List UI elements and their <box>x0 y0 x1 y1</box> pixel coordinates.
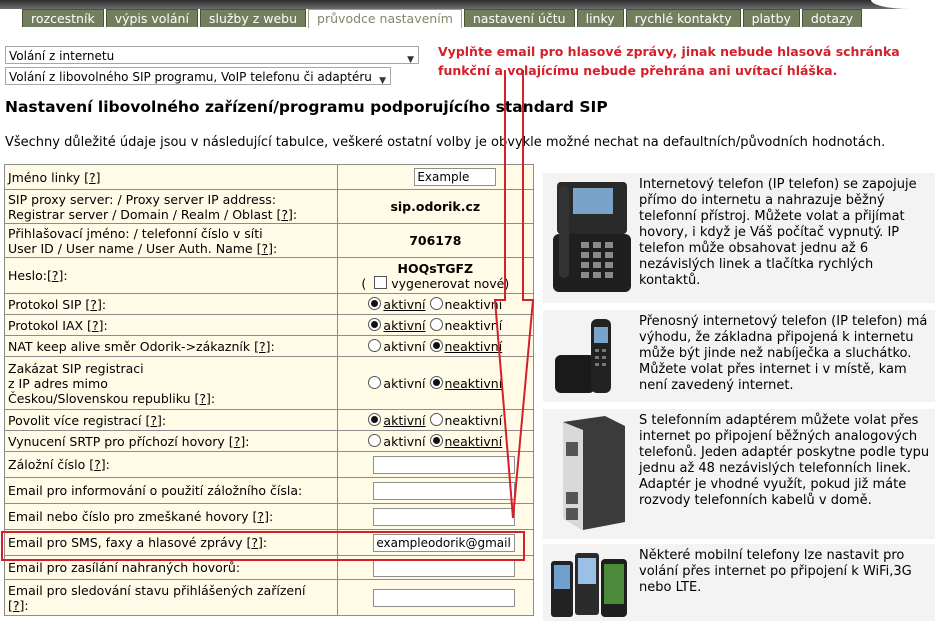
radio-circle-icon <box>430 297 443 310</box>
backup-number-input[interactable] <box>373 456 515 474</box>
row-srtp: Vynucení SRTP pro příchozí hovory [?]: aktivní neaktivní <box>5 431 534 452</box>
row-nat: NAT keep alive směr Odorik->zákazník [?]: aktivní neaktivní <box>5 336 534 357</box>
row-iax-protocol: Protokol IAX [?]: aktivní neaktivní <box>5 315 534 336</box>
help-link[interactable]: ? <box>259 338 266 354</box>
chevron-down-icon: ▼ <box>407 55 414 64</box>
radio-active[interactable] <box>368 376 425 391</box>
help-link[interactable]: ? <box>89 169 96 185</box>
srtp-radio <box>337 431 533 452</box>
radio-circle-icon <box>368 339 381 352</box>
foreign-sip-label-3: Českou/Slovenskou republiku <box>8 390 191 406</box>
mobile-phones-link[interactable]: mobilní telefony <box>694 548 800 563</box>
row-multi-registration: Povolit více registrací [?]: aktivní neaktivní <box>5 410 534 431</box>
sms-email-label: Email pro SMS, faxy a hlasové zprávy <box>8 535 243 550</box>
srtp-label: Vynucení SRTP pro příchozí hovory <box>8 433 225 449</box>
radio-label: aktivní <box>383 317 426 333</box>
radio-circle-icon <box>368 434 381 447</box>
intro-text: Všechny důležité údaje jsou v následující tabulce, veškeré ostatní volby je obvykle možné nechat na defaultních/původních hodnotách. <box>5 135 886 150</box>
row-backup-number: Záložní číslo [?]: <box>5 452 534 478</box>
login-value: 706178 <box>337 224 533 258</box>
row-sms-email: Email pro SMS, faxy a hlasové zprávy [?]: exampleodorik@gmail <box>5 530 534 556</box>
tab-7[interactable]: platby <box>743 9 800 27</box>
radio-label: aktivní <box>383 433 426 449</box>
help-link[interactable]: ? <box>199 390 206 406</box>
tab-1[interactable]: výpis volání <box>106 9 198 27</box>
missed-email-input[interactable] <box>373 508 515 526</box>
recorded-email-input[interactable] <box>373 559 515 577</box>
foreign-sip-radio <box>337 357 533 410</box>
page-title: Nastavení libovolného zařízení/programu podporujícího standard SIP <box>5 98 608 116</box>
mobile-phones-image <box>549 549 633 619</box>
radio-active[interactable] <box>368 434 425 449</box>
line-name-input[interactable] <box>414 168 496 186</box>
radio-circle-icon <box>430 318 443 331</box>
radio-circle-icon <box>368 413 381 426</box>
tab-2[interactable]: služby z webu <box>200 9 306 27</box>
sip-protocol-label: Protokol SIP <box>8 296 82 312</box>
portable-phone-link[interactable]: Přenosný internetový telefon <box>639 314 828 329</box>
ip-phone-image <box>549 178 633 296</box>
radio-circle-icon <box>430 376 443 389</box>
row-login: Přihlašovací jméno: / telefonní číslo v síti User ID / User name / User Auth. Name [?]: 706178 <box>5 224 534 258</box>
foreign-sip-label-2: z IP adres mimo <box>8 375 108 391</box>
user-id-label: User ID / User name / User Auth. Name <box>8 240 253 256</box>
radio-label: neaktivní <box>444 433 503 449</box>
nat-label: NAT keep alive směr Odorik->zákazník <box>8 338 251 354</box>
radio-circle-icon <box>430 339 443 352</box>
multi-reg-label: Povolit více registrací <box>8 412 142 428</box>
missed-email-label: Email nebo číslo pro zmeškané hovory <box>8 509 249 524</box>
row-password: Heslo:[?]: HOQsTGFZ ( vygenerovat nové) <box>5 258 534 294</box>
chevron-down-icon: ▼ <box>379 76 386 85</box>
tab-0[interactable]: rozcestník <box>22 9 104 27</box>
radio-inactive[interactable] <box>430 413 503 428</box>
help-link[interactable]: ? <box>257 509 265 524</box>
row-missed-calls: Email nebo číslo pro zmeškané hovory [?]: <box>5 504 534 530</box>
radio-label: neaktivní <box>444 317 503 333</box>
mobile-prefix: Některé <box>639 548 695 563</box>
sms-email-input[interactable] <box>373 534 515 552</box>
ip-phone-link[interactable]: Internetový telefon <box>639 177 764 192</box>
tab-8[interactable]: dotazy <box>802 9 862 27</box>
annotation-note: Vyplňte email pro hlasové zprávy, jinak nebude hlasová schránka funkční a volajícímu nebude přehrána ani uvítací hláška. <box>438 44 900 78</box>
radio-label: aktivní <box>383 412 426 428</box>
adapter-link[interactable]: telefonním adaptérem <box>651 413 797 428</box>
adapter-text: můžete volat přes internet po připojení běžných analogových telefonů. Jeden adaptér poskytne podle typu jednu až 48 nezávislých telefonních linek. Adaptér je vhodné využít, pokud již máte rozvody telefonních kabelů v domě. <box>639 413 930 508</box>
iax-protocol-label: Protokol IAX <box>8 317 84 333</box>
mobile-phones-text: lze nastavit pro volání přes internet po připojení k WiFi,3G nebo LTE. <box>639 548 912 595</box>
radio-label: aktivní <box>383 338 426 354</box>
password-label: Heslo: <box>8 268 47 283</box>
radio-active[interactable] <box>368 297 425 312</box>
help-link[interactable]: ? <box>51 268 59 283</box>
line-name-label: Jméno linky <box>8 169 81 185</box>
settings-table <box>4 164 534 616</box>
radio-label: neaktivní <box>444 412 503 428</box>
device-panel-mobile <box>543 544 935 621</box>
regenerate-label: vygenerovat nové <box>391 275 505 291</box>
device-type-select-value: Volání z libovolného SIP programu, VoIP telefonu či adaptéru <box>9 70 372 84</box>
tab-4[interactable]: nastavení účtu <box>464 9 575 27</box>
header-shade <box>0 0 941 9</box>
top-navigation <box>0 0 941 28</box>
ip-phone-text: (IP telefon) se zapojuje přímo do internetu a nahrazuje běžný telefonní přístroj. Můžete volat a přijímat hovory, i když je Váš počítač vypnutý. IP telefon může obsahovat jednu až 6 nezávislých linek a tlačítka rychlých kontaktů. <box>639 177 917 288</box>
iax-protocol-radio <box>337 315 533 336</box>
help-link[interactable]: ? <box>94 457 101 472</box>
password-value: HOQsTGFZ <box>397 260 474 276</box>
status-email-input[interactable] <box>373 589 515 607</box>
regenerate-checkbox[interactable] <box>374 276 387 289</box>
radio-label: neaktivní <box>444 375 503 391</box>
help-link[interactable]: ? <box>91 317 99 333</box>
help-link[interactable]: ? <box>251 535 259 550</box>
help-link[interactable]: ? <box>12 597 20 613</box>
device-panel-adapter <box>543 409 935 539</box>
proxy-label: SIP proxy server: / Proxy server IP address: <box>8 191 276 207</box>
radio-circle-icon <box>368 376 381 389</box>
radio-active[interactable] <box>368 413 425 428</box>
portable-phone-text: (IP telefon) má výhodu, že základna připojená k internetu může být jinde než nabíječka a sluchátko. Můžete volat přes internet i v místě, kam není zavedený internet. <box>639 314 928 393</box>
registrar-label: Registrar server / Domain / Realm / Oblast <box>8 206 273 222</box>
radio-label: neaktivní <box>444 296 503 312</box>
multi-reg-radio <box>337 410 533 431</box>
row-foreign-sip: Zakázat SIP registraci z IP adres mimo Českou/Slovenskou republiku [?]: aktivní neaktivní <box>5 357 534 410</box>
help-link[interactable]: ? <box>233 433 241 449</box>
status-email-label: Email pro sledování stavu přihlášených zařízení <box>8 582 306 598</box>
device-panel-portable-phone <box>543 310 935 402</box>
backup-email-input[interactable] <box>373 482 515 500</box>
row-backup-email <box>5 478 534 504</box>
call-type-select-value: Volání z internetu <box>9 49 115 63</box>
radio-inactive[interactable] <box>430 318 503 333</box>
radio-active[interactable] <box>368 318 425 333</box>
sip-protocol-radio <box>337 294 533 315</box>
radio-label: aktivní <box>383 296 426 312</box>
row-line-name: Jméno linky [?] Example <box>5 165 534 190</box>
call-type-select[interactable] <box>5 46 419 64</box>
radio-label: aktivní <box>383 375 426 391</box>
tab-bar <box>22 9 862 28</box>
portable-phone-image <box>549 315 633 397</box>
phone-adapter-image <box>549 414 633 532</box>
radio-inactive[interactable] <box>430 376 503 391</box>
radio-active[interactable] <box>368 339 425 354</box>
radio-inactive[interactable] <box>430 434 503 449</box>
adapter-prefix: S <box>639 413 652 428</box>
radio-circle-icon <box>368 297 381 310</box>
radio-circle-icon <box>430 413 443 426</box>
help-link[interactable]: ? <box>90 296 97 312</box>
radio-circle-icon <box>368 318 381 331</box>
help-link[interactable]: ? <box>261 240 269 256</box>
device-panel-ip-phone <box>543 173 935 303</box>
login-label: Přihlašovací jméno: / telefonní číslo v síti <box>8 225 263 241</box>
proxy-value: sip.odorik.cz <box>337 190 533 224</box>
tab-5[interactable]: linky <box>577 9 624 27</box>
radio-circle-icon <box>430 434 443 447</box>
radio-inactive[interactable] <box>430 297 503 312</box>
row-sip-protocol: Protokol SIP [?]: aktivní neaktivní <box>5 294 534 315</box>
row-proxy: SIP proxy server: / Proxy server IP address: Registrar server / Domain / Realm / Oblast [?]: sip.odorik.cz <box>5 190 534 224</box>
help-link[interactable]: ? <box>150 412 158 428</box>
radio-label: neaktivní <box>444 338 503 354</box>
radio-inactive[interactable] <box>430 339 503 354</box>
row-status-email: Email pro sledování stavu přihlášených zařízení [?]: <box>5 580 534 616</box>
tab-6[interactable]: rychlé kontakty <box>626 9 741 27</box>
help-link[interactable]: ? <box>281 206 289 222</box>
foreign-sip-label-1: Zakázat SIP registraci <box>8 360 144 376</box>
recorded-email-label: Email pro zasílání nahraných hovorů: <box>8 560 241 575</box>
nat-radio <box>337 336 533 357</box>
row-recorded-calls <box>5 556 534 580</box>
backup-number-label: Záložní číslo <box>8 457 86 472</box>
device-type-select[interactable] <box>5 67 391 85</box>
backup-email-label: Email pro informování o použití záložního čísla: <box>8 483 303 498</box>
tab-3[interactable]: průvodce nastavením <box>308 9 462 28</box>
